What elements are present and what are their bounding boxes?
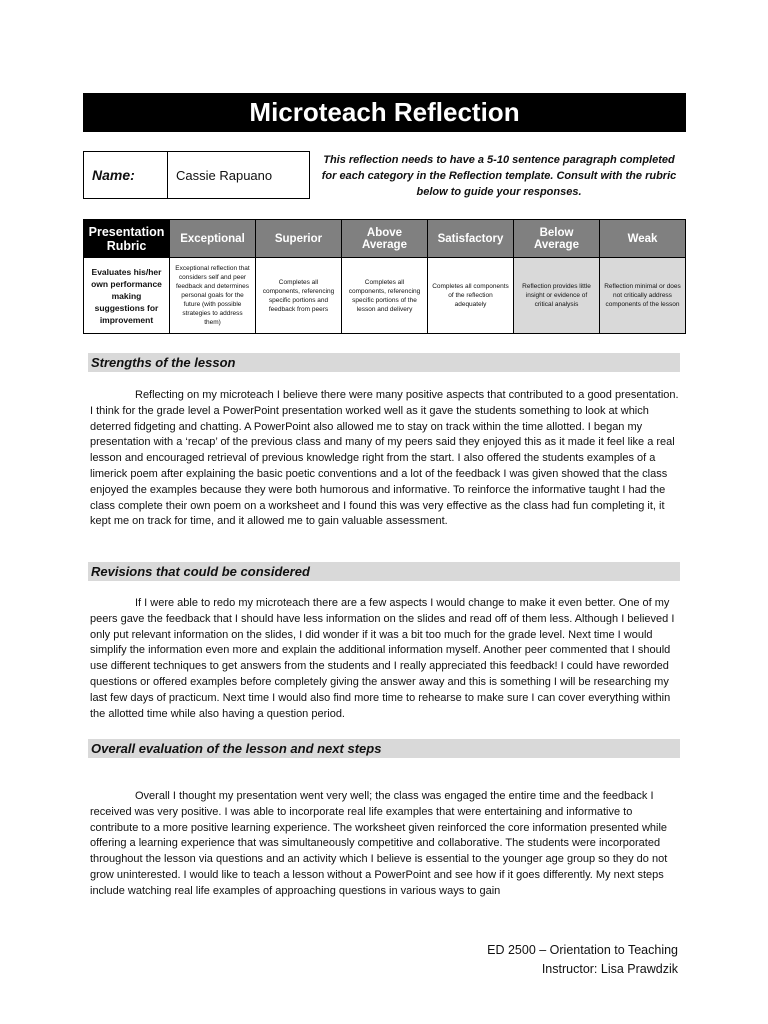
rubric-cell-exceptional: Exceptional reflection that considers self and peer feedback and determines personal goals for the future (with possible strategies to address them)	[170, 258, 256, 334]
rubric-header-weak: Weak	[600, 220, 686, 258]
section-text-revisions: If I were able to redo my microteach there are a few aspects I would change to make it even better. One of my peers gave the feedback that I should have less information on the slides and read off of them less. Although I believed I only put relevant information on the slides, I did wonder if it was a bit too much for the grade level. Next time I would simplify the information even more and explain the additional information myself. Another peer commented that I should use different techniques to get answers from the students and I really appreciated this feedback! I could have reworded questions or offered examples before completely giving the answer away and this is something I will be researching my last few days of practicum. Next time I would also find more time to rehearse to make sure I can cover everything within the allotted time while also having a question period.	[90, 597, 675, 720]
footer-course: ED 2500 – Orientation to Teaching	[487, 943, 678, 957]
rubric-header-above-average: Above Average	[342, 220, 428, 258]
section-text-overall: Overall I thought my presentation went very well; the class was engaged the entire time and the feedback I received was very positive. I was able to incorporate real life examples that were entertaining and informative to contribute to a more positive learning experience. The worksheet given reinforced the core information presented while offering a learning experience that was simultaneously competitive and collaborative. The students were incorporated throughout the lesson via questions and an activity which I believe is essential to the younger age group so they do not grow uninterested. I would like to teach a lesson without a PowerPoint and see how if it goes differently. My next steps include watching real life examples of approaching questions in various ways to gain	[90, 790, 668, 897]
section-text-strengths: Reflecting on my microteach I believe there were many positive aspects that contributed to a good presentation. I think for the grade level a PowerPoint presentation worked well as it gave the students something to look at which deterred fidgeting and chatting. A PowerPoint also allowed me to stay on track within the time allotted. I began my presentation with a ‘recap’ of the previous class and many of my peers said they enjoyed this as it made it feel like a real lesson and encouraged retrieval of previous knowledge right from the start. I also offered the students examples of a limerick poem after explaining the basic poetic conventions and a lot of the feedback I was given showed that the class enjoyed the examples because they were both humorous and informative. To reinforce the informative taught I had the class complete their own poem on a worksheet and I found this was very effective as the class had fun completing it, it kept me on track for time, and it allowed me to gain valuable assessment.	[90, 389, 679, 528]
section-heading-overall: Overall evaluation of the lesson and next steps	[88, 739, 680, 758]
rubric-header-presentation: Presentation Rubric	[84, 220, 170, 258]
instructions: This reflection needs to have a 5-10 sentence paragraph completed for each category in the Reflection template. Consult with the rubric below to guide your responses.	[321, 154, 677, 198]
rubric-cell-below-average: Reflection provides little insight or evidence of critical analysis	[514, 258, 600, 334]
rubric-header-exceptional: Exceptional	[170, 220, 256, 258]
rubric-table	[83, 219, 686, 334]
rubric-header-row	[84, 220, 686, 258]
section-heading-strengths: Strengths of the lesson	[88, 353, 680, 372]
rubric-cell-criterion: Evaluates his/her own performance making suggestions for improvement	[84, 258, 170, 334]
rubric-criteria-row	[84, 258, 686, 334]
section-heading-revisions: Revisions that could be considered	[88, 562, 680, 581]
page-title: Microteach Reflection	[83, 93, 686, 132]
rubric-header-below-average: Below Average	[514, 220, 600, 258]
rubric-cell-superior: Completes all components, referencing specific portions and feedback from peers	[256, 258, 342, 334]
rubric-cell-weak: Reflection minimal or does not critically address components of the lesson	[600, 258, 686, 334]
rubric-cell-above-average: Completes all components, referencing specific portions of the lesson and delivery	[342, 258, 428, 334]
rubric-cell-satisfactory: Completes all components of the reflection adequately	[428, 258, 514, 334]
footer	[487, 941, 678, 979]
name-label: Name:	[84, 152, 168, 198]
name-box	[83, 151, 310, 199]
rubric-header-satisfactory: Satisfactory	[428, 220, 514, 258]
name-value: Cassie Rapuano	[176, 167, 273, 183]
footer-instructor: Instructor: Lisa Prawdzik	[541, 962, 678, 976]
rubric-header-superior: Superior	[256, 220, 342, 258]
